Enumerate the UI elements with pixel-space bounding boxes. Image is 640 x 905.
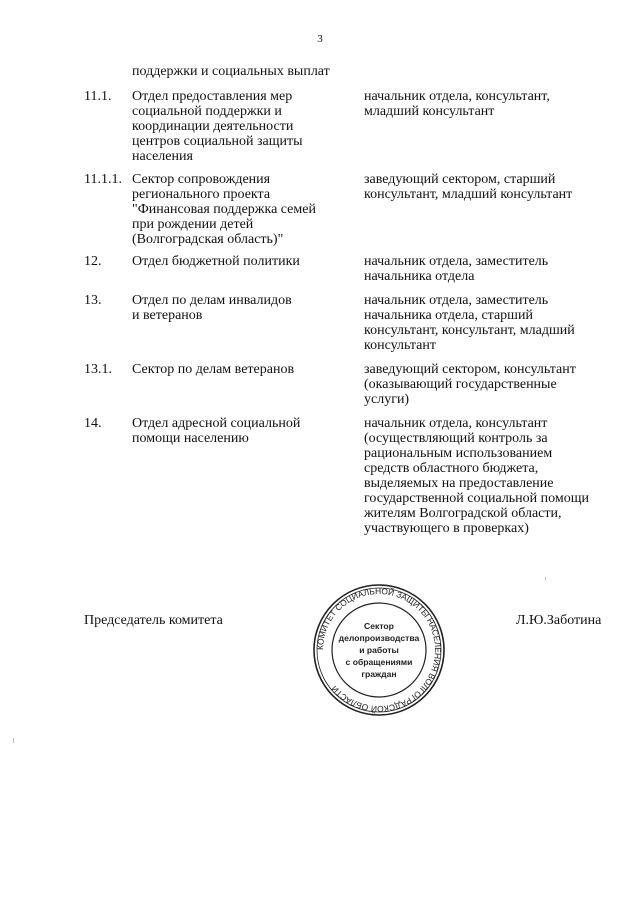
positions-list: начальник отдела, заместитель начальника отдела: [364, 254, 549, 284]
positions-list: начальник отдела, консультант, младший консультант: [364, 89, 550, 119]
row-number: 13.: [84, 293, 102, 308]
row-number: 12.: [84, 254, 102, 269]
page-number: 3: [317, 33, 323, 45]
signature-name: Л.Ю.Заботина: [516, 613, 602, 628]
scan-speck: [545, 577, 546, 580]
row-number: 14.: [84, 416, 102, 431]
positions-list: начальник отдела, заместитель начальника отдела, старший консультант, консультант, младший консультант: [364, 293, 575, 353]
positions-list: заведующий сектором, старший консультант, младший консультант: [364, 172, 573, 202]
seal-center-line: граждан: [361, 669, 397, 679]
row-number: 11.1.: [84, 89, 112, 104]
seal-ring-text: КОМИТЕТ СОЦИАЛЬНОЙ ЗАЩИТЫ НАСЕЛЕНИЯ ВОЛГОГРАДСКОЙ ОБЛАСТИ: [314, 585, 444, 715]
row-number: 13.1.: [84, 362, 112, 377]
row-number: 11.1.1.: [84, 172, 122, 187]
seal-center-line: Сектор: [364, 621, 394, 631]
department-name: Отдел по делам инвалидов и ветеранов: [132, 293, 292, 323]
official-seal: [311, 582, 447, 718]
seal-center-line: и работы: [359, 645, 399, 655]
seal-center-line: с обращениями: [345, 657, 413, 667]
positions-list: начальник отдела, консультант (осуществляющий контроль за рациональным использованием средств областного бюджета, выделяемых на предоставление государственной социальной помощи жителям Волгоградской области, участвующего в проверках): [364, 416, 590, 536]
signature-title: Председатель комитета: [84, 613, 223, 628]
department-name: Отдел адресной социальной помощи населению: [132, 416, 301, 446]
department-name: Отдел бюджетной политики: [132, 254, 300, 269]
scan-speck: [13, 738, 14, 743]
department-name: Сектор по делам ветеранов: [132, 362, 295, 377]
department-name: Отдел предоставления мер социальной поддержки и координации деятельности центров социальной защиты населения: [132, 89, 303, 164]
continuation-text: поддержки и социальных выплат: [132, 64, 330, 79]
seal-center-line: делопроизводства: [338, 633, 420, 643]
department-name: Сектор сопровождения регионального проекта "Финансовая поддержка семей при рождении детей (Волгоградская область)": [132, 172, 316, 247]
positions-list: заведующий сектором, консультант (оказывающий государственные услуги): [364, 362, 576, 407]
